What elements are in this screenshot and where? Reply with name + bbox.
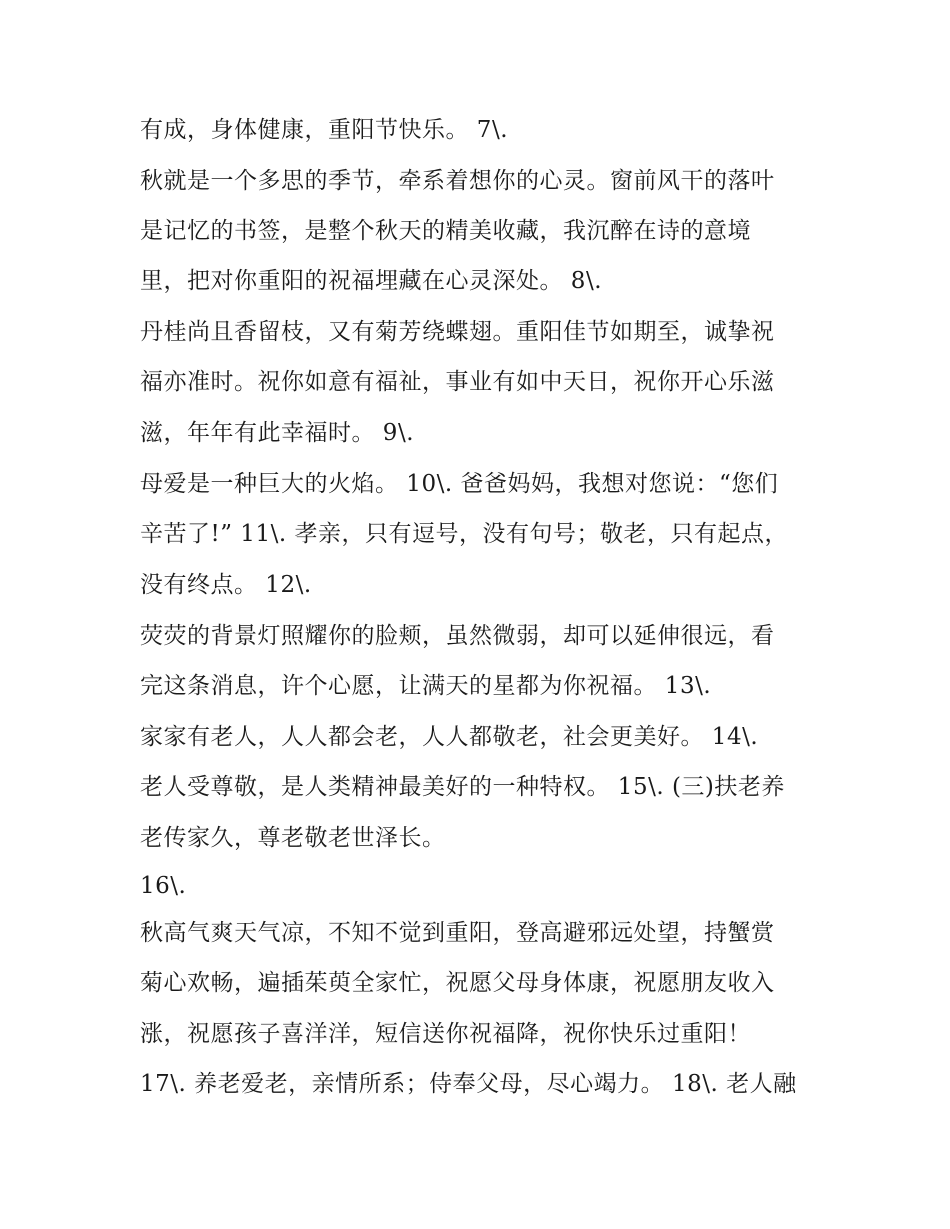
text-line: 福亦准时。祝你如意有福祉，事业有如中天日，祝你开心乐滋 (140, 369, 775, 395)
text-line: 丹桂尚且香留枝，又有菊芳绕蝶翅。重阳佳节如期至，诚挚祝 (140, 319, 775, 345)
text-line: 老人受尊敬，是人类精神最美好的一种特权。 15\. (三)扶老养 (140, 774, 785, 800)
text-line: 16\. (140, 873, 187, 899)
text-line: 17\. 养老爱老，亲情所系；侍奉父母，尽心竭力。 18\. 老人融 (140, 1071, 797, 1097)
text-line: 秋就是一个多思的季节，牵系着想你的心灵。窗前风干的落叶 (140, 168, 775, 194)
text-line: 母爱是一种巨大的火焰。 10\. 爸爸妈妈，我想对您说：“您们 (140, 471, 779, 497)
text-line: 涨，祝愿孩子喜洋洋，短信送你祝福降，祝你快乐过重阳！ (140, 1021, 751, 1047)
text-line: 辛苦了!” 11\. 孝亲，只有逗号，没有句号；敬老，只有起点， (140, 521, 788, 547)
text-line: 滋，年年有此幸福时。 9\. (140, 420, 415, 446)
text-line: 荧荧的背景灯照耀你的脸颊，虽然微弱，却可以延伸很远，看 (140, 623, 775, 649)
text-line: 秋高气爽天气凉，不知不觉到重阳，登高避邪远处望，持蟹赏 (140, 920, 775, 946)
text-line: 家家有老人，人人都会老，人人都敬老，社会更美好。 14\. (140, 724, 759, 750)
text-line: 菊心欢畅，遍插茱萸全家忙，祝愿父母身体康，祝愿朋友收入 (140, 970, 775, 996)
text-line: 完这条消息，许个心愿，让满天的星都为你祝福。 13\. (140, 673, 712, 699)
text-line: 没有终点。 12\. (140, 572, 312, 598)
text-line: 老传家久，尊老敬老世泽长。 (140, 825, 446, 851)
text-line: 里，把对你重阳的祝福埋藏在心灵深处。 8\. (140, 268, 603, 294)
text-line: 是记忆的书签，是整个秋天的精美收藏，我沉醉在诗的意境 (140, 218, 751, 244)
text-line: 有成，身体健康，重阳节快乐。 7\. (140, 117, 509, 143)
